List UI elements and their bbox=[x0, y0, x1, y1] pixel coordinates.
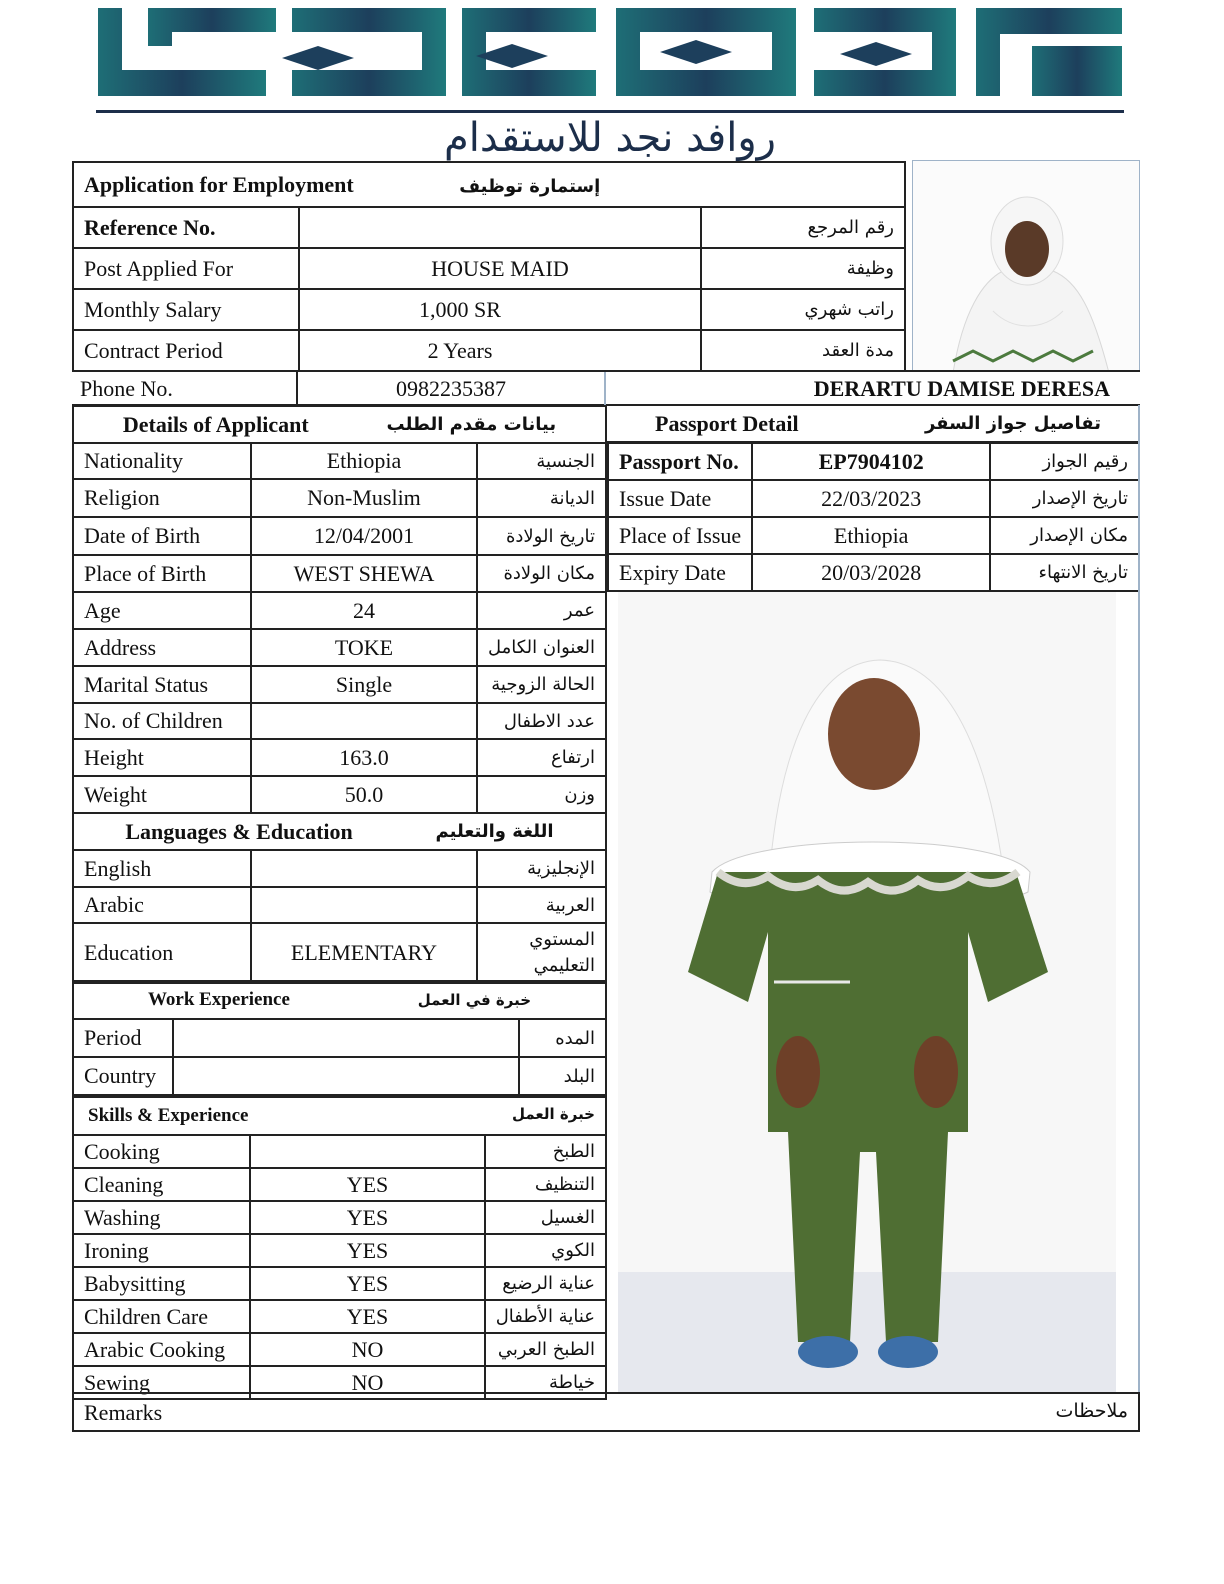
value bbox=[299, 207, 701, 248]
remarks-label-ar: ملاحظات bbox=[1055, 1400, 1128, 1422]
passport-table bbox=[607, 442, 1140, 592]
table-row bbox=[73, 850, 606, 887]
value: 1,000 SR bbox=[299, 289, 701, 330]
label-ar: الكوي bbox=[485, 1234, 606, 1267]
label-ar: تاريخ الولادة bbox=[477, 517, 606, 555]
table-row bbox=[73, 443, 606, 479]
passport-title-ar: تفاصيل جواز السفر bbox=[924, 413, 1101, 434]
table-row bbox=[608, 443, 1139, 480]
label-en: Passport No. bbox=[608, 443, 752, 480]
label-ar: التنظيف bbox=[485, 1168, 606, 1201]
label-ar: الغسيل bbox=[485, 1201, 606, 1234]
table-row bbox=[73, 666, 606, 703]
table-row bbox=[73, 1135, 606, 1168]
table-row bbox=[73, 555, 606, 592]
table-row bbox=[608, 480, 1139, 517]
label-ar: الطبخ bbox=[485, 1135, 606, 1168]
value: HOUSE MAID bbox=[299, 248, 701, 289]
label-ar: العنوان الكامل bbox=[477, 629, 606, 666]
value: YES bbox=[250, 1234, 484, 1267]
salary-row bbox=[73, 289, 905, 330]
value: NO bbox=[250, 1333, 484, 1366]
label-ar: الطبخ العربي bbox=[485, 1333, 606, 1366]
value: WEST SHEWA bbox=[251, 555, 477, 592]
phone-row bbox=[72, 370, 1140, 406]
value bbox=[251, 703, 477, 739]
value: 2 Years bbox=[299, 330, 701, 371]
label-en: Religion bbox=[73, 479, 251, 517]
label-ar: عناية الأطفال bbox=[485, 1300, 606, 1333]
table-row bbox=[73, 703, 606, 739]
value bbox=[251, 850, 477, 887]
remarks-row bbox=[72, 1392, 1140, 1432]
table-row bbox=[73, 517, 606, 555]
work-title-ar: خبرة في العمل bbox=[417, 991, 532, 1009]
label-ar: مكان الولادة bbox=[477, 555, 606, 592]
value: Ethiopia bbox=[251, 443, 477, 479]
value: 12/04/2001 bbox=[251, 517, 477, 555]
value: YES bbox=[250, 1300, 484, 1333]
passport-title-en: Passport Detail bbox=[655, 411, 799, 436]
label-ar: الجنسية bbox=[477, 443, 606, 479]
value: Non-Muslim bbox=[251, 479, 477, 517]
skills-title-en: Skills & Experience bbox=[88, 1105, 249, 1126]
table-row bbox=[73, 592, 606, 629]
table-row bbox=[73, 739, 606, 776]
value: 24 bbox=[251, 592, 477, 629]
value: TOKE bbox=[251, 629, 477, 666]
label-en: Ironing bbox=[73, 1234, 250, 1267]
table-row bbox=[73, 1300, 606, 1333]
table-row bbox=[73, 1333, 606, 1366]
label-en: Education bbox=[73, 923, 251, 983]
value bbox=[173, 1019, 519, 1057]
label-ar: خياطة bbox=[485, 1366, 606, 1399]
label-ar: وزن bbox=[477, 776, 606, 813]
skills-title-ar: خبرة العمل bbox=[511, 1105, 595, 1123]
value: 20/03/2028 bbox=[752, 554, 990, 591]
label-en: Date of Birth bbox=[73, 517, 251, 555]
label-en: Weight bbox=[73, 776, 251, 813]
label-en: Babysitting bbox=[73, 1267, 250, 1300]
work-experience-table bbox=[72, 980, 607, 1096]
label-en: Place of Birth bbox=[73, 555, 251, 592]
table-row bbox=[73, 923, 606, 983]
label-en: English bbox=[73, 850, 251, 887]
label-en: Arabic bbox=[73, 887, 251, 923]
table-row bbox=[73, 629, 606, 666]
table-row bbox=[608, 517, 1139, 554]
work-header bbox=[73, 981, 606, 1019]
employment-title-row bbox=[73, 162, 905, 207]
phone-label: Phone No. bbox=[80, 376, 173, 401]
label-ar: رقم المرجع bbox=[701, 207, 905, 248]
label-en: Issue Date bbox=[608, 480, 752, 517]
label-ar: رقيم الجواز bbox=[990, 443, 1139, 480]
label-en: Children Care bbox=[73, 1300, 250, 1333]
label-en: Nationality bbox=[73, 443, 251, 479]
label-ar: عناية الرضيع bbox=[485, 1267, 606, 1300]
skills-header bbox=[73, 1097, 606, 1135]
label-ar: عدد الاطفال bbox=[477, 703, 606, 739]
label-en: Period bbox=[73, 1019, 173, 1057]
table-row bbox=[73, 1057, 606, 1095]
label-ar: المده bbox=[519, 1019, 606, 1057]
value: YES bbox=[250, 1201, 484, 1234]
table-row bbox=[608, 554, 1139, 591]
phone-value: 0982235387 bbox=[396, 376, 506, 401]
reference-row bbox=[73, 207, 905, 248]
label-en: Height bbox=[73, 739, 251, 776]
label-ar: الإنجليزية bbox=[477, 850, 606, 887]
applicant-title-en: Details of Applicant bbox=[122, 411, 309, 437]
label-ar: الحالة الزوجية bbox=[477, 666, 606, 703]
table-row bbox=[73, 1168, 606, 1201]
value: YES bbox=[250, 1168, 484, 1201]
value bbox=[173, 1057, 519, 1095]
table-row bbox=[73, 1201, 606, 1234]
label-ar: البلد bbox=[519, 1057, 606, 1095]
company-logo bbox=[96, 6, 1124, 162]
label-ar: الديانة bbox=[477, 479, 606, 517]
post-row bbox=[73, 248, 905, 289]
logo-arabic-text: روافد نجد للاستقدام bbox=[444, 115, 776, 161]
table-row bbox=[73, 776, 606, 813]
label-en: Arabic Cooking bbox=[73, 1333, 250, 1366]
label-en: Cooking bbox=[73, 1135, 250, 1168]
employment-table bbox=[72, 161, 906, 372]
skills-table bbox=[72, 1096, 607, 1400]
languages-title-en: Languages & Education bbox=[125, 818, 353, 844]
label-en: Marital Status bbox=[73, 666, 251, 703]
label-ar: ارتفاع bbox=[477, 739, 606, 776]
applicant-portrait-photo bbox=[912, 160, 1140, 372]
value: EP7904102 bbox=[752, 443, 990, 480]
label-ar: المستوي التعليمي bbox=[477, 923, 606, 983]
label-en: Country bbox=[73, 1057, 173, 1095]
passport-header bbox=[607, 405, 1140, 443]
employment-title-en: Application for Employment bbox=[84, 171, 354, 197]
label-en: Expiry Date bbox=[608, 554, 752, 591]
label-en: Age bbox=[73, 592, 251, 629]
label-en: Monthly Salary bbox=[73, 289, 299, 330]
table-row bbox=[73, 1267, 606, 1300]
table-row bbox=[73, 887, 606, 923]
applicant-details-table bbox=[72, 405, 607, 984]
value: Single bbox=[251, 666, 477, 703]
label-ar: مكان الإصدار bbox=[990, 517, 1139, 554]
value: 163.0 bbox=[251, 739, 477, 776]
label-ar: عمر bbox=[477, 592, 606, 629]
label-ar: تاريخ الإصدار bbox=[990, 480, 1139, 517]
table-row bbox=[73, 479, 606, 517]
languages-header bbox=[73, 813, 606, 850]
label-en: Cleaning bbox=[73, 1168, 250, 1201]
label-en: Reference No. bbox=[73, 207, 299, 248]
label-en: Place of Issue bbox=[608, 517, 752, 554]
value: 50.0 bbox=[251, 776, 477, 813]
label-en: No. of Children bbox=[73, 703, 251, 739]
work-title-en: Work Experience bbox=[147, 989, 290, 1010]
value: 22/03/2023 bbox=[752, 480, 990, 517]
label-ar: تاريخ الانتهاء bbox=[990, 554, 1139, 591]
contract-row bbox=[73, 330, 905, 371]
label-ar: وظيفة bbox=[701, 248, 905, 289]
value: NO bbox=[250, 1366, 484, 1399]
label-ar: راتب شهري bbox=[701, 289, 905, 330]
label-en: Post Applied For bbox=[73, 248, 299, 289]
table-row bbox=[73, 1234, 606, 1267]
applicant-name: DERARTU DAMISE DERESA bbox=[813, 376, 1110, 401]
label-ar: مدة العقد bbox=[701, 330, 905, 371]
label-en: Washing bbox=[73, 1201, 250, 1234]
value: ELEMENTARY bbox=[251, 923, 477, 983]
label-en: Sewing bbox=[73, 1366, 250, 1399]
table-row bbox=[73, 1019, 606, 1057]
applicant-title-ar: بيانات مقدم الطلب bbox=[386, 414, 557, 435]
employment-title-ar: إستمارة توظيف bbox=[459, 175, 601, 197]
remarks-label-en: Remarks bbox=[84, 1400, 163, 1425]
value bbox=[251, 887, 477, 923]
right-panel-border bbox=[1138, 405, 1140, 1395]
label-ar: العربية bbox=[477, 887, 606, 923]
languages-title-ar: اللغة والتعليم bbox=[435, 821, 554, 842]
label-en: Contract Period bbox=[73, 330, 299, 371]
value: Ethiopia bbox=[752, 517, 990, 554]
label-en: Address bbox=[73, 629, 251, 666]
applicant-header bbox=[73, 406, 606, 443]
value: YES bbox=[250, 1267, 484, 1300]
value bbox=[250, 1135, 484, 1168]
applicant-full-photo bbox=[618, 592, 1116, 1392]
